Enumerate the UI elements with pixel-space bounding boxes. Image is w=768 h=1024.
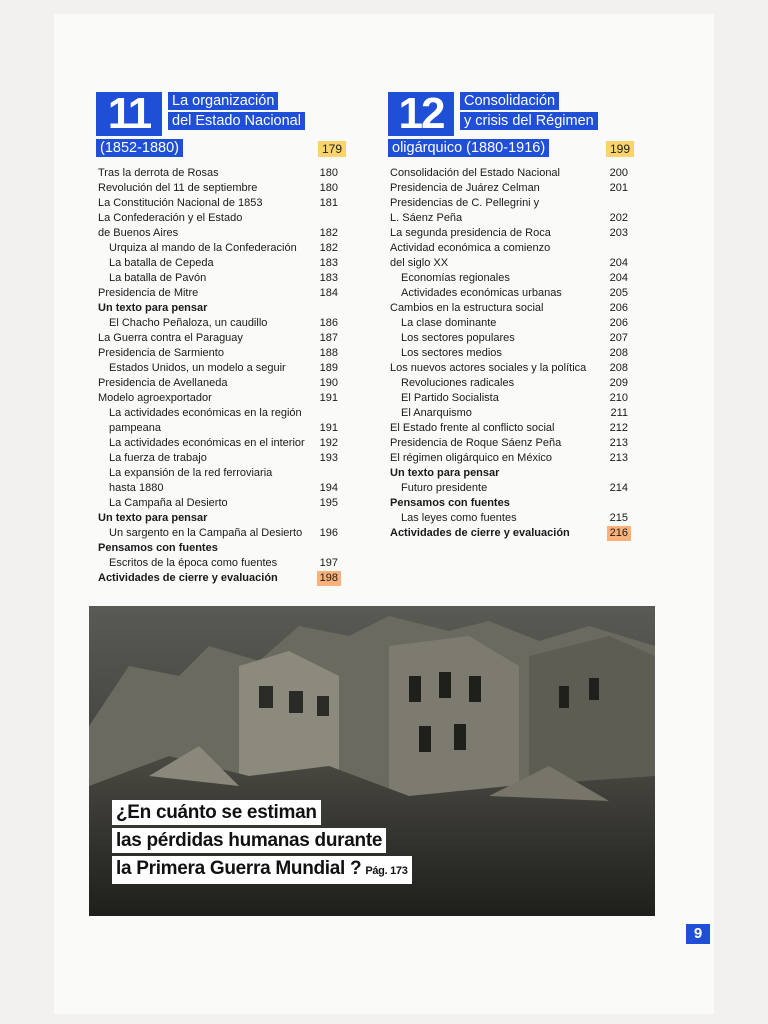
toc-entry-title: Actividades de cierre y evaluación <box>98 572 278 584</box>
toc-entry-title: Cambios en la estructura social <box>390 302 544 314</box>
toc-entry-title: Los nuevos actores sociales y la política <box>390 362 587 374</box>
toc-list <box>390 166 628 541</box>
toc-entry-page: 188 <box>319 347 338 359</box>
toc-entry[interactable] <box>98 361 338 376</box>
toc-entry-title: Presidencia de Avellaneda <box>98 377 228 389</box>
toc-entry-title: hasta 1880 <box>109 482 164 494</box>
question-page-ref[interactable]: Pág. 173 <box>365 865 408 877</box>
toc-entry-title: La Constitución Nacional de 1853 <box>98 197 263 209</box>
toc-entry-page: 195 <box>319 497 338 509</box>
toc-entry-title: El régimen oligárquico en México <box>390 452 553 464</box>
toc-entry-title: La actividades económicas en la región <box>109 407 302 419</box>
toc-entry-page: 194 <box>319 482 338 494</box>
toc-entry[interactable] <box>98 436 338 451</box>
toc-entry[interactable] <box>98 556 338 571</box>
toc-entry-page: 181 <box>319 197 338 209</box>
chapter-start-page[interactable]: 179 <box>318 141 346 157</box>
toc-entry-title: del siglo XX <box>390 257 449 269</box>
toc-entry-page: 180 <box>319 167 338 179</box>
toc-entry-page: 212 <box>609 422 628 434</box>
toc-entry-title: Las leyes como fuentes <box>401 512 517 524</box>
toc-entry-page: 210 <box>609 392 628 404</box>
toc-entry[interactable] <box>390 481 628 496</box>
toc-entry[interactable] <box>98 571 338 586</box>
toc-entry[interactable] <box>390 406 628 421</box>
toc-entry-title: La clase dominante <box>401 317 497 329</box>
toc-entry-page: 213 <box>609 437 628 449</box>
chapter-title <box>168 92 305 132</box>
toc-entry-title: La batalla de Cepeda <box>109 257 214 269</box>
toc-entry[interactable] <box>390 271 628 286</box>
toc-entry-title: Los sectores populares <box>401 332 515 344</box>
chapter-title-line1: Consolidación <box>460 92 559 110</box>
toc-entry-page: 208 <box>609 362 628 374</box>
toc-entry-title: Futuro presidente <box>401 482 488 494</box>
question-line2: las pérdidas humanas durante <box>112 828 386 853</box>
toc-entry-title: Presidencia de Roque Sáenz Peña <box>390 437 562 449</box>
chapter-header <box>96 89 343 156</box>
toc-entry-page: 215 <box>609 512 628 524</box>
toc-entry-page: 182 <box>319 242 338 254</box>
toc-entry[interactable] <box>390 316 628 331</box>
toc-entry-title: El Chacho Peñaloza, un caudillo <box>109 317 268 329</box>
toc-entry-page: 189 <box>319 362 338 374</box>
toc-entry-page: 206 <box>609 317 628 329</box>
toc-entry-title: La Confederación y el Estado <box>98 212 243 224</box>
chapter-title-line2: y crisis del Régimen <box>460 112 598 130</box>
toc-entry-title: Actividad económica a comienzo <box>390 242 551 254</box>
toc-entry[interactable] <box>98 496 338 511</box>
toc-entry-title: Actividades económicas urbanas <box>401 287 562 299</box>
toc-entry-title: Economías regionales <box>401 272 510 284</box>
toc-entry[interactable] <box>390 226 628 241</box>
toc-entry-title: Actividades de cierre y evaluación <box>390 527 570 539</box>
toc-entry-page: 196 <box>319 527 338 539</box>
toc-entry-title: Presidencias de C. Pellegrini y <box>390 197 540 209</box>
toc-entry-title: Presidencia de Sarmiento <box>98 347 224 359</box>
toc-entry-page: 191 <box>319 422 338 434</box>
toc-entry[interactable] <box>98 346 338 361</box>
toc-entry-title: Escritos de la época como fuentes <box>109 557 278 569</box>
toc-entry[interactable] <box>98 511 338 526</box>
toc-entry[interactable] <box>98 181 338 196</box>
toc-entry-title: Revolución del 11 de septiembre <box>98 182 258 194</box>
toc-entry[interactable] <box>390 376 628 391</box>
toc-entry-title: Modelo agroexportador <box>98 392 212 404</box>
toc-entry-page: 203 <box>609 227 628 239</box>
toc-entry[interactable] <box>390 256 628 271</box>
toc-entry[interactable] <box>390 346 628 361</box>
toc-entry[interactable] <box>390 196 628 211</box>
toc-entry-page: 207 <box>609 332 628 344</box>
toc-entry-page: 202 <box>609 212 628 224</box>
chapter-header <box>388 89 631 156</box>
toc-entry[interactable] <box>98 466 338 481</box>
chapter-title-line2: del Estado Nacional <box>168 112 305 130</box>
toc-entry-title: pampeana <box>109 422 161 434</box>
toc-entry-page: 204 <box>609 272 628 284</box>
toc-entry-title: El Partido Socialista <box>401 392 499 404</box>
toc-entry[interactable] <box>98 316 338 331</box>
toc-entry-title: Un texto para pensar <box>98 302 208 314</box>
toc-entry[interactable] <box>390 451 628 466</box>
chapter-11-block <box>96 89 343 584</box>
toc-entry-title: El Estado frente al conflicto social <box>390 422 555 434</box>
toc-entry-title: Los sectores medios <box>401 347 502 359</box>
toc-entry-title: Estados Unidos, un modelo a seguir <box>109 362 286 374</box>
toc-entry-page: 183 <box>319 257 338 269</box>
toc-entry-title: Presidencia de Mitre <box>98 287 199 299</box>
chapter-number: 12 <box>388 92 454 136</box>
toc-entry-title: La Guerra contra el Paraguay <box>98 332 243 344</box>
toc-entry[interactable] <box>98 331 338 346</box>
toc-entry-page: 184 <box>319 287 338 299</box>
toc-entry-title: de Buenos Aires <box>98 227 179 239</box>
toc-entry[interactable] <box>390 301 628 316</box>
toc-entry-title: Revoluciones radicales <box>401 377 515 389</box>
toc-entry[interactable] <box>98 421 338 436</box>
chapter-title-line1: La organización <box>168 92 278 110</box>
toc-entry[interactable] <box>390 166 628 181</box>
toc-entry-page: 191 <box>319 392 338 404</box>
toc-entry[interactable] <box>98 196 338 211</box>
toc-entry[interactable] <box>98 481 338 496</box>
toc-entry-title: Consolidación del Estado Nacional <box>390 167 560 179</box>
toc-entry-title: Un texto para pensar <box>98 512 208 524</box>
toc-entry-page: 190 <box>319 377 338 389</box>
question-line3 <box>112 856 412 884</box>
toc-entry-page: 180 <box>319 182 338 194</box>
toc-entry[interactable] <box>390 496 628 511</box>
toc-entry-title: Tras la derrota de Rosas <box>98 167 219 179</box>
toc-entry[interactable] <box>98 166 338 181</box>
feature-question <box>112 800 412 887</box>
toc-entry[interactable] <box>98 271 338 286</box>
toc-entry-page: 206 <box>609 302 628 314</box>
toc-entry-title: Pensamos con fuentes <box>98 542 218 554</box>
toc-entry-page: 204 <box>609 257 628 269</box>
toc-entry[interactable] <box>390 466 628 481</box>
chapter-number: 11 <box>96 92 162 136</box>
toc-entry-page: 205 <box>609 287 628 299</box>
toc-entry[interactable] <box>390 361 628 376</box>
toc-entry-page: 208 <box>609 347 628 359</box>
toc-entry[interactable] <box>390 391 628 406</box>
toc-entry-title: La segunda presidencia de Roca <box>390 227 551 239</box>
toc-entry-page: 211 <box>610 407 628 419</box>
toc-entry[interactable] <box>98 391 338 406</box>
toc-entry[interactable] <box>98 226 338 241</box>
question-line1: ¿En cuánto se estiman <box>112 800 321 825</box>
toc-entry-title: La fuerza de trabajo <box>109 452 207 464</box>
toc-entry[interactable] <box>98 241 338 256</box>
page-number: 9 <box>686 924 710 944</box>
toc-entry-title: Un texto para pensar <box>390 467 500 479</box>
toc-entry-title: Urquiza al mando de la Confederación <box>109 242 297 254</box>
toc-entry-page: 197 <box>319 557 338 569</box>
toc-entry-page: 186 <box>319 317 338 329</box>
toc-entry-page: 213 <box>609 452 628 464</box>
toc-entry-page: 198 <box>317 571 341 586</box>
toc-entry[interactable] <box>98 406 338 421</box>
toc-entry[interactable] <box>98 451 338 466</box>
toc-entry[interactable] <box>390 421 628 436</box>
toc-entry-title: La batalla de Pavón <box>109 272 207 284</box>
toc-entry[interactable] <box>390 241 628 256</box>
toc-entry[interactable] <box>98 211 338 226</box>
chapter-years: oligárquico (1880-1916) <box>388 139 549 157</box>
chapter-title <box>460 92 598 132</box>
toc-entry-page: 209 <box>609 377 628 389</box>
toc-entry-page: 193 <box>319 452 338 464</box>
toc-list <box>98 166 338 586</box>
toc-entry[interactable] <box>390 331 628 346</box>
toc-entry-page: 192 <box>319 437 338 449</box>
toc-entry[interactable] <box>98 526 338 541</box>
toc-entry-title: Un sargento en la Campaña al Desierto <box>109 527 303 539</box>
toc-entry-page: 200 <box>609 167 628 179</box>
question-line3-text: la Primera Guerra Mundial ? <box>116 858 362 879</box>
toc-entry-page: 216 <box>607 526 631 541</box>
toc-entry[interactable] <box>390 511 628 526</box>
toc-entry-page: 187 <box>319 332 338 344</box>
toc-entry-page: 201 <box>609 182 628 194</box>
toc-entry-title: La actividades económicas en el interior <box>109 437 305 449</box>
toc-entry[interactable] <box>390 286 628 301</box>
toc-entry[interactable] <box>98 301 338 316</box>
toc-entry[interactable] <box>390 211 628 226</box>
chapter-start-page[interactable]: 199 <box>606 141 634 157</box>
toc-entry[interactable] <box>98 376 338 391</box>
toc-entry-title: El Anarquismo <box>401 407 472 419</box>
chapter-12-block <box>388 89 631 539</box>
toc-entry-title: L. Sáenz Peña <box>390 212 463 224</box>
toc-entry-page: 183 <box>319 272 338 284</box>
chapter-years: (1852-1880) <box>96 139 183 157</box>
toc-entry[interactable] <box>390 526 628 541</box>
toc-entry-title: La expansión de la red ferroviaria <box>109 467 273 479</box>
toc-entry-title: Presidencia de Juárez Celman <box>390 182 540 194</box>
toc-entry[interactable] <box>390 436 628 451</box>
toc-entry[interactable] <box>98 541 338 556</box>
toc-entry-page: 214 <box>609 482 628 494</box>
toc-entry[interactable] <box>390 181 628 196</box>
toc-entry[interactable] <box>98 286 338 301</box>
toc-entry-title: La Campaña al Desierto <box>109 497 228 509</box>
toc-entry-title: Pensamos con fuentes <box>390 497 510 509</box>
toc-entry[interactable] <box>98 256 338 271</box>
toc-entry-page: 182 <box>319 227 338 239</box>
